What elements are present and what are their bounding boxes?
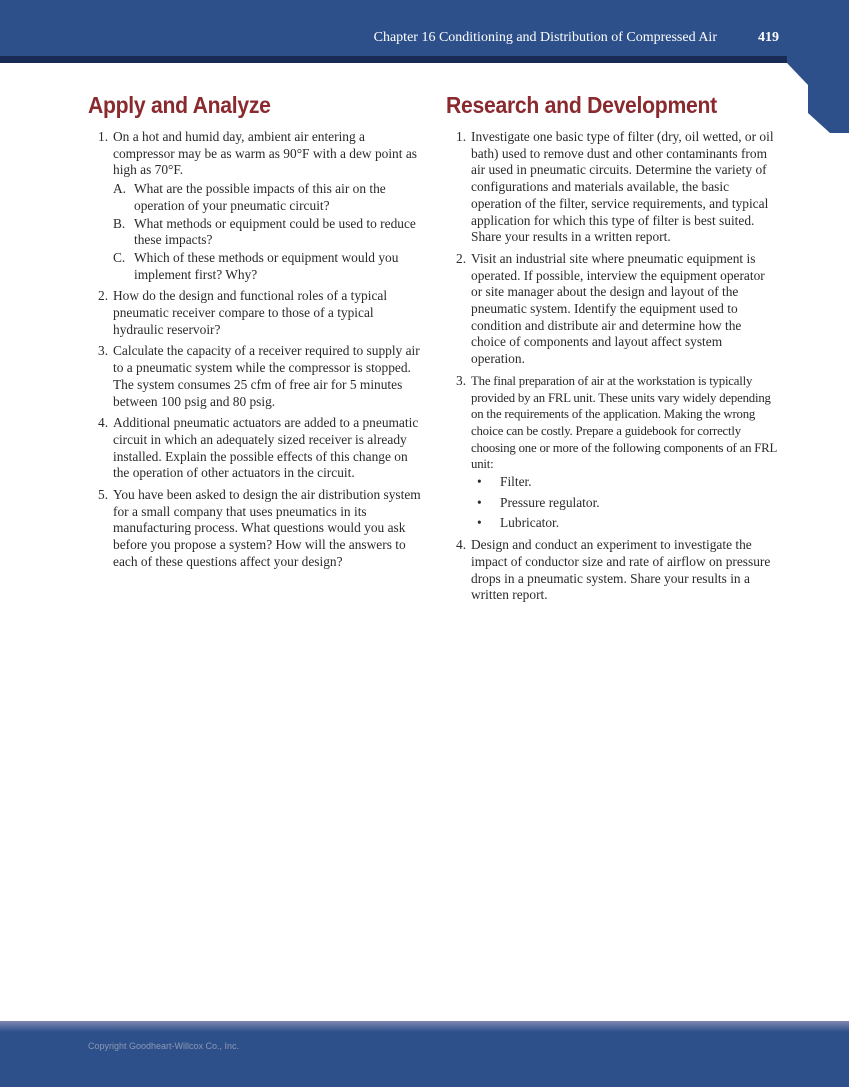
section-heading: Research and Development	[446, 92, 717, 118]
list-item: 3. Calculate the capacity of a receiver required to supply air to a pneumatic system while the compressor is stopped. The system consumes 25 cfm of free air for 5 minutes between 100 psig and 80 psig.	[98, 343, 420, 409]
section-heading: Apply and Analyze	[88, 92, 271, 118]
sub-item: C. Which of these methods or equipment would you implement first? Why?	[113, 249, 399, 282]
bullet-item: • Pressure regulator.	[471, 495, 778, 512]
list-item: 5. You have been asked to design the air distribution system for a small company that uses pneumatics in its manufacturing process. What questions would you ask before you propose a system? How will the answers to each of these questions affect your design?	[98, 487, 421, 569]
running-header: Chapter 16 Conditioning and Distribution of Compressed Air	[373, 30, 717, 45]
bullet-item: • Lubricator.	[471, 515, 778, 532]
copyright-footer: Copyright Goodheart-Willcox Co., Inc.	[88, 1041, 240, 1051]
apply-analyze-section	[88, 92, 424, 576]
list-item: 2. How do the design and functional roles of a typical pneumatic receiver compare to those of a typical hydraulic reservoir?	[98, 288, 388, 337]
header-shadow	[0, 56, 787, 63]
page-number: 419	[758, 30, 779, 45]
research-development-section	[446, 92, 778, 609]
list-item: 4. Design and conduct an experiment to investigate the impact of conductor size and rate of airflow on pressure drops in a pneumatic system. Share your results in a written report.	[456, 537, 771, 603]
sub-item: B. What methods or equipment could be used to reduce these impacts?	[113, 215, 416, 248]
list-item: 3. The final preparation of air at the workstation is typically provided by an FRL unit. These units vary widely depending on the requirements of the application. Making the wrong choice can be costly. Prepare a guidebook for correctly choosing one or more of the following components of an FRL unit: • Filter. • Pressure regulator. • Lubricator.	[446, 373, 778, 532]
list-item: 1. On a hot and humid day, ambient air entering a compressor may be as warm as 90°F with a dew point as high as 70°F. A. What are the possible impacts of this air on the operation of your pneumatic circuit? B. What methods or equipment could be used to reduce these impacts? C. Which of these methods or equipment would you implement first? Why?	[88, 129, 424, 283]
bullet-item: • Filter.	[471, 474, 778, 491]
list-item: 1. Investigate one basic type of filter (dry, oil wetted, or oil bath) used to remove dust and other contaminants from air used in pneumatic circuits. Determine the variety of configurations and materials available, the basic operation of the filter, service requirements, and typical application for which this type of filter is best suited. Share your results in a written report.	[456, 129, 774, 245]
list-item: 4. Additional pneumatic actuators are added to a pneumatic circuit in which an adequately sized receiver is already installed. Explain the possible effects of this change on the operation of other actuators in the circuit.	[98, 415, 419, 481]
sub-item: A. What are the possible impacts of this air on the operation of your pneumatic circuit?	[113, 181, 386, 213]
list-item: 2. Visit an industrial site where pneumatic equipment is operated. If possible, interview the equipment operator or site manager about the design and layout of the pneumatic system. Identify the equipment used to condition and distribute air and determine how the choice of components and layout affect system operation.	[456, 250, 765, 367]
